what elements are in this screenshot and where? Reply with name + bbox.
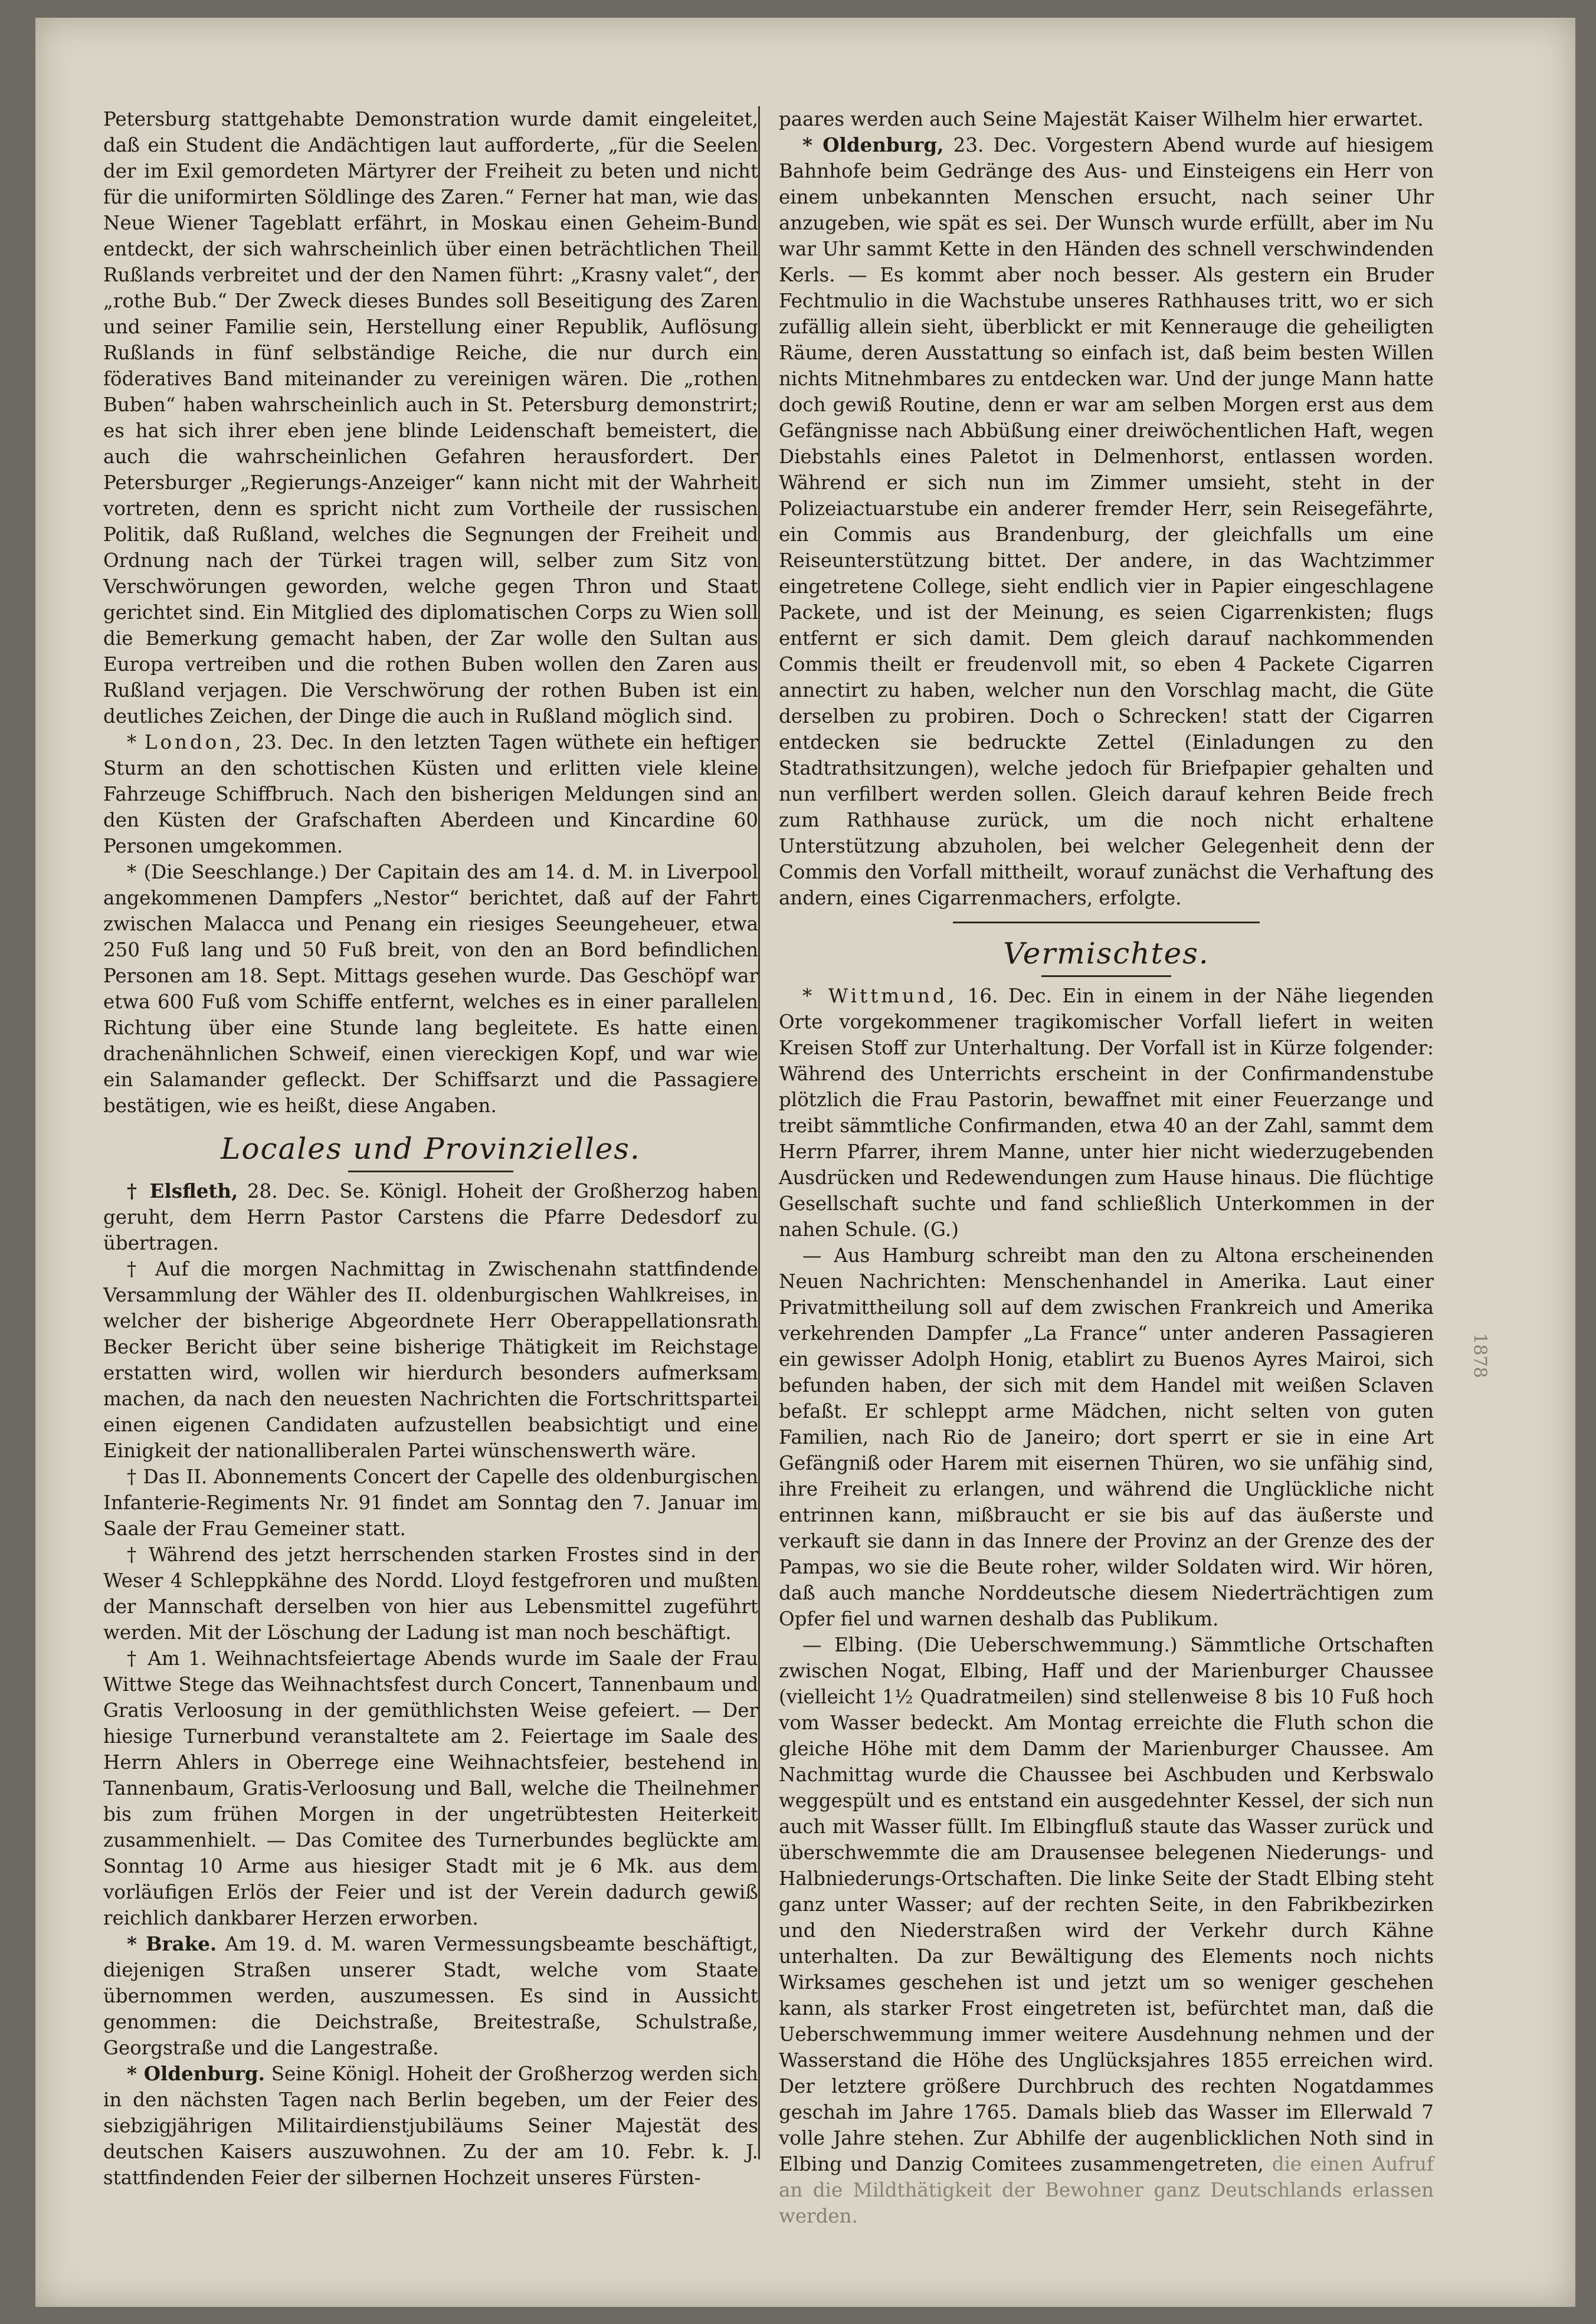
dateline-oldenburg: * Oldenburg. <box>127 2062 265 2085</box>
dateline-oldenburg-2: * Oldenburg, <box>802 133 944 156</box>
newspaper-page <box>35 18 1575 2307</box>
article-concert: † Das II. Abonnements Concert der Capelle des oldenburgischen Infanterie-Regiments Nr. 91 findet am Sonntag den 7. Januar im Saale der Frau Gemeiner statt. <box>103 1466 758 1540</box>
heading-rule-2 <box>1041 975 1171 977</box>
margin-note: 1878 <box>1469 1333 1490 1378</box>
article-brake: * Brake. Am 19. d. M. waren Vermessungsbeamte beschäftigt, diejenigen Straßen unserer Stadt, welche vom Staate übernommen werden, auszumessen. Es sind in Aussicht genommen: die Deichstraße, Breitestraße, Schulstraße, Georgstraße und die Langestraße. <box>103 1932 758 2059</box>
right-column <box>779 106 1434 2229</box>
article-oldenburg-grossherzog: * Oldenburg. Seine Königl. Hoheit der Großherzog werden sich in den nächsten Tagen nach Berlin begeben, um der Feier des siebzigjährigen Militairdienstjubiläums Seiner Majestät des deutschen Kaisers auszuwohnen. Zu der am 10. Febr. k. J. stattfindenden Feier der silbernen Hochzeit unseres Fürsten- <box>103 2062 758 2189</box>
dateline-brake: * Brake. <box>127 1932 217 1955</box>
article-petersburg: Petersburg stattgehabte Demonstration wurde damit eingeleitet, daß ein Student die Andächtigen laut aufforderte, „für die Seelen der im Exil gemordeten Märtyrer der Freiheit zu beten und nicht für die uniformirten Söldlinge des Zaren.“ Ferner hat man, wie das Neue Wiener Tageblatt erfährt, in Moskau einen Geheim-Bund entdeckt, der sich wahrscheinlich über einen beträchtlichen Theil Rußlands verbreitet und der den Namen führt: „Krasny valet“, der „rothe Bub.“ Der Zweck dieses Bundes soll Beseitigung des Zaren und seiner Familie sein, Herstellung einer Republik, Auflösung Rußlands in fünf selbständige Reiche, die nur durch ein föderatives Band miteinander zu vereinigen wären. Die „rothen Buben“ haben wahrscheinlich auch in St. Petersburg demonstrirt; es hat sich ihrer eben jene blinde Leidenschaft bemeistert, die auch die wahrscheinlichen Gefahren herausfordert. Der Petersburger „Regierungs-Anzeiger“ kann nicht mit der Wahrheit vortreten, denn es spricht nicht zum Vortheile der russischen Politik, daß Rußland, welches die Segnungen der Freiheit und Ordnung nach der Türkei tragen will, selber zum Sitz von Verschwörungen geworden, welche gegen Thron und Staat gerichtet sind. Ein Mitglied des diplomatischen Corps zu Wien soll die Bemerkung gemacht haben, der Zar wolle den Sultan aus Europa vertreiben und die rothen Buben wollen den Zaren aus Rußland verjagen. Die Verschwörung der rothen Buben ist ein deutliches Zeichen, der Dinge die auch in Rußland möglich sind. <box>103 108 758 727</box>
author-sign: (G.) <box>923 1218 959 1241</box>
article-weihnacht: † Am 1. Weihnachtsfeiertage Abends wurde im Saale der Frau Wittwe Stege das Weihnachtsfest durch Concert, Tannenbaum und Gratis Verloosung in der gemüthlichsten Weise gefeiert. — Der hiesige Turnerbund veranstaltete am 2. Feiertage im Saale des Herrn Ahlers in Oberrege eine Weihnachtsfeier, bestehend in Tannenbaum, Gratis-Verloosung und Ball, welche die Theilnehmer bis zum frühen Morgen in der ungetrübtesten Heiterkeit zusammenhielt. — Das Comitee des Turnerbundes beglückte am Sonntag 10 Arme aus hiesiger Stadt mit je 6 Mk. aus dem vorläufigen Erlös der Feier und ist der Verein dadurch gewiß reichlich dankbarer Herzen erworben. <box>103 1647 758 1929</box>
section-rule <box>953 922 1260 923</box>
article-seeschlange: * (Die Seeschlange.) Der Capitain des am 14. d. M. in Liverpool angekommenen Dampfers „Nestor“ berichtet, daß auf der Fahrt zwischen Malacca und Penang ein riesiges Seeungeheuer, etwa 250 Fuß lang und 50 Fuß breit, von den an Bord befindlichen Personen am 18. Sept. Mittags gesehen wurde. Das Geschöpf war etwa 600 Fuß vom Schiffe entfernt, welches es in einer parallelen Richtung über eine Stunde lang begleitete. Es hatte einen drachenähnlichen Schweif, einen viereckigen Kopf, und war wie ein Salamander gefleckt. Der Schiffsarzt und die Passagiere bestätigen, wie es heißt, diese Angaben. <box>103 861 758 1117</box>
article-oldenburg-uhr: * Oldenburg, 23. Dec. Vorgestern Abend wurde auf hiesigem Bahnhofe beim Gedränge des Aus- und Einsteigens ein Herr von einem unbekannten Menschen ersucht, nach seiner Uhr anzugeben, wie spät es sei. Der Wunsch wurde erfüllt, aber im Nu war Uhr sammt Kette in den Händen des schnell verschwindenden Kerls. — Es kommt aber noch besser. Als gestern ein Bruder Fechtmulio in die Wachstube unseres Rathhauses tritt, wo er sich zufällig allein sieht, überblickt er mit Kennerauge die geheiligten Räume, deren Ausstattung so einfach ist, daß beim besten Willen nichts Mitnehmbares zu entdecken war. Und der junge Mann hatte doch gewiß Routine, denn er war am selben Morgen erst aus dem Gefängnisse nach Abbüßung einer dreiwöchentlichen Haft, wegen Diebstahls eines Paletot in Delmenhorst, entlassen worden. Während er sich nun im Zimmer umsieht, steht in der Polizeiactuarstube ein anderer fremder Herr, sein Reisegefährte, ein Commis aus Brandenburg, der gleichfalls um eine Reiseunterstützung bittet. Der andere, in das Wachtzimmer eingetretene College, sieht endlich vier in Papier eingeschlagene Packete, und ist der Meinung, es seien Cigarrenkisten; flugs entfernt er sich damit. Dem gleich darauf nachkommenden Commis theilt er freudenvoll mit, so eben 4 Packete Cigarren annectirt zu haben, welcher nun den Vorschlag macht, die Güte derselben zu probiren. Doch o Schrecken! statt der Cigarren entdecken sie bedruckte Zettel (Einladungen zu den Stadtrathsitzungen), welche jedoch für Briefpapier gehalten und nun verfilbert werden sollen. Gleich darauf kehren Beide frech zum Rathhause zurück, um die noch nicht erhaltene Unterstützung abzuholen, bei welcher Gelegenheit denn der Commis den Vorfall mittheilt, worauf zunächst die Verhaftung des andern, eines Cigarrenmachers, erfolgte. <box>779 133 1434 909</box>
column-divider <box>758 106 760 2159</box>
dateline-elsfleth: † Elsfleth, <box>127 1179 238 1202</box>
heading-rule <box>348 1171 513 1172</box>
article-zwischenahn: † Auf die morgen Nachmittag in Zwischenahn stattfindende Versammlung der Wähler des II. oldenburgischen Wahlkreises, in welcher der bisherige Abgeordnete Herr Oberappellationsrath Becker Bericht über seine bisherige Thätigkeit im Reichstage erstatten wird, wollen wir hierdurch besonders aufmerksam machen, da nach den neuesten Nachrichten die Fortschrittspartei einen eigenen Candidaten aufzustellen beabsichtigt und eine Einigkeit der nationalliberalen Partei wünschenswerth wäre. <box>103 1258 758 1462</box>
article-frost: † Während des jetzt herrschenden starken Frostes sind in der Weser 4 Schleppkähne des Nordd. Lloyd festgefroren und mußten der Mannschaft derselben von hier aus Lebensmittel zugeführt werden. Mit der Löschung der Ladung ist man noch beschäftigt. <box>103 1543 758 1644</box>
article-hamburg: — Aus Hamburg schreibt man den zu Altona erscheinenden Neuen Nachrichten: Menschenhandel in Amerika. Laut einer Privatmittheilung soll auf dem zwischen Frankreich und Amerika verkehrenden Dampfer „La France“ unter anderen Passagieren ein gewisser Adolph Honig, etablirt zu Buenos Ayres Mairoi, sich befunden haben, der sich mit dem Handel mit weißen Sclaven befaßt. Er schleppt arme Mädchen, nicht selten von guten Familien, nach Rio de Janeiro; dort sperrt er sie in eine Art Gefängniß oder Harem mit eisernen Thüren, wo sie unfähig sind, ihre Freiheit zu erlangen, und während die Unglückliche nicht entrinnen kann, mißbraucht er sie bis auf das äußerste und verkauft sie dann in das Innere der Provinz an der Grenze des der Pampas, wo sie die Beute roher, wilder Soldaten wird. Wir hören, daß auch manche Norddeutsche diesem Niederträchtigen zum Opfer fiel und warnen deshalb das Publikum. <box>779 1244 1434 1630</box>
section-heading-locales: Locales und Provinzielles. <box>221 1132 641 1166</box>
section-heading-vermischtes: Vermischtes. <box>1003 936 1210 971</box>
article-wittmund: * Wittmund, 16. Dec. Ein in einem in der Nähe liegenden Orte vorgekommener tragikomischer Vorfall liefert in weiten Kreisen Stoff zur Unterhaltung. Der Vorfall ist in Kürze folgender: Während des Unterrichts erscheint in der Confirmandenstube plötzlich die Frau Pastorin, bewaffnet mit einer Feuerzange und treibt sämmtliche Confirmanden, etwa 40 an der Zahl, sammt dem Herrn Pfarrer, ihrem Manne, unter hier nicht wiederzugebenden Ausdrücken und Redewendungen zum Hause hinaus. Die flüchtige Gesellschaft suchte und fand schließlich Unterkommen in der nahen Schule. (G.) <box>779 985 1434 1241</box>
article-elsfleth: † Elsfleth, 28. Dec. Se. Königl. Hoheit der Großherzog haben geruht, dem Herrn Pastor Carstens die Pfarre Dedesdorf zu übertragen. <box>103 1179 758 1254</box>
article-elbing: — Elbing. (Die Ueberschwemmung.) Sämmtliche Ortschaften zwischen Nogat, Elbing, Haff und der Marienburger Chaussee (vielleicht 1½ Quadratmeilen) sind stellenweise 8 bis 10 Fuß hoch vom Wasser bedeckt. Am Montag erreichte die Fluth schon die gleiche Höhe mit dem Damm der Marienburger Chaussee. Am Nachmittag wurde die Chaussee bei Aschbuden und Kerbswalo weggespült und es entstand ein ausgedehnter Kessel, der sich nun auch mit Wasser füllt. Im Elbingfluß staute das Wasser zurück und überschwemmte die am Drausensee belegenen Niederungs- und Halbniederungs-Ortschaften. Die linke Seite der Stadt Elbing steht ganz unter Wasser; auf der rechten Seite, in den Fabrikbezirken und den Niederstraßen wird der Verkehr durch Kähne unterhalten. Da zur Bewältigung des Elements noch nichts Wirksames geschehen ist und jetzt um so weniger geschehen kann, als starker Frost eingetreten ist, befürchtet man, daß die Ueberschwemmung immer weitere Ausdehnung nehmen und der Wasserstand die Höhe des Unglücksjahres 1855 erreichen wird. Der letztere größere Durchbruch des rechten Nogatdammes geschah im Jahre 1765. Damals blieb das Wasser im Ellerwald 7 volle Jahre stehen. Zur Abhilfe der augenblicklichen Noth sind in Elbing und Danzig Comitees zusammengetreten, die einen Aufruf an die Mildthätigkeit der Bewohner ganz Deutschlands erlassen werden. <box>779 1634 1434 2227</box>
article-continuation: paares werden auch Seine Majestät Kaiser Wilhelm hier erwartet. <box>779 108 1424 130</box>
article-london: * London, 23. Dec. In den letzten Tagen wüthete ein heftiger Sturm an den schottischen Küsten und erlitten viele kleine Fahrzeuge Schiffbruch. Nach den bisherigen Meldungen sind an den Küsten der Grafschaften Aberdeen und Kincardine 60 Personen umgekommen. <box>103 731 758 857</box>
faded-text: die einen Aufruf an die Mildthätigkeit der Bewohner ganz Deutschlands erlassen werden. <box>779 2153 1434 2227</box>
dateline-london: London, <box>144 731 244 753</box>
dateline-wittmund: * Wittmund, <box>802 985 958 1007</box>
left-column <box>103 106 758 2191</box>
